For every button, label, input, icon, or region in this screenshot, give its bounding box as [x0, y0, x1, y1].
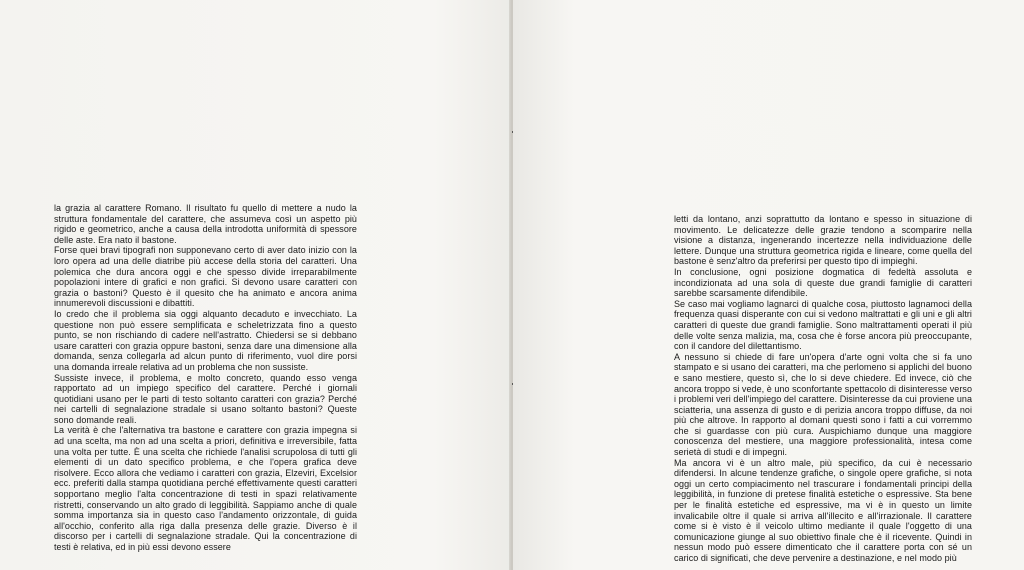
left-paragraph: Io credo che il problema sia oggi alquanto decaduto e invecchiato. La questione non può essere semplificata e scheletrizzata fino a questo punto, se non rischiando di cadere nell'astratto. Chiedersi se si debbano usare caratteri con grazia oppure bastoni, senza dare una dimensione alla domanda, senza collegarla ad alcun punto di riferimento, vuol dire porsi una domanda irreale relativa ad un problema che non sussiste.	[54, 308, 357, 372]
left-page	[0, 0, 511, 570]
left-paragraph: Forse quei bravi tipografi non supponevano certo di aver dato inizio con la loro opera ad una delle diatribe più accese della storia del caratteri. Una polemica che dura ancora oggi e che spesso divide irreparabilmente popolazioni intere di grafici e non grafici. Si devono usare caratteri con grazia o bastoni? Questo è il quesito che ha animato e ancora anima innumerevoli discussioni e dibattiti.	[54, 245, 357, 309]
right-paragraph: In conclusione, ogni posizione dogmatica di fedeltà assoluta e incondizionata ad una sola di queste due grandi famiglie di caratteri sarebbe scarsamente difendibile.	[674, 266, 972, 299]
right-paragraph: A nessuno si chiede di fare un'opera d'arte ogni volta che si fa uno stampato e si usano dei caratteri, ma che perlomeno si applichi del buono e sano mestiere, questo sì, che lo si deve chiedere. Ed invece, ciò che ancora troppo si vede, è uno sconfortante spettacolo di disinteresse verso i problemi veri dell'impiego del carattere. Disinteresse da cui proviene una sciatteria, una assenza di gusto e di perizia ancora troppo diffuse, da noi più che altrove. In rapporto al domani questi sono i fatti a cui vorremmo che si guardasse con più cura. Auspichiamo dunque una maggiore conoscenza del mestiere, una maggiore professionalità, intesa come serietà di studi e di impegni.	[674, 351, 972, 458]
right-paragraph: Se caso mai vogliamo lagnarci di qualche cosa, piuttosto lagnamoci della frequenza quasi disperante con cui si vedono maltrattati e gli uni e gli altri caratteri di queste due grandi famiglie. Sono maltrattamenti operati il più delle volte senza malizia, ma, cosa che è forse ancora più preoccupante, con il candore del dilettantismo.	[674, 298, 972, 352]
right-paragraph: letti da lontano, anzi soprattutto da lontano e spesso in situazione di movimento. Le delicatezze delle grazie tendono a scomparire nella visione a distanza, ingenerando incertezze nella individuazione delle lettere. Dunque una struttura geometrica rigida e lineare, come quella del bastone è senz'altro da preferirsi per questo tipo di impieghi.	[674, 214, 972, 267]
right-text-column	[674, 214, 972, 564]
left-paragraph: la grazia al carattere Romano. Il risultato fu quello di mettere a nudo la struttura fondamentale del carattere, che assumeva così un aspetto più rigido e geometrico, anche a causa della introdotta uniformità di spessore delle aste. Era nato il bastone.	[54, 203, 357, 245]
left-text-column	[54, 203, 357, 553]
left-paragraph: Sussiste invece, il problema, e molto concreto, quando esso venga rapportato ad un impiego specifico del carattere. Perché i giornali quotidiani usano per le parti di testo soltanto caratteri con grazia? Perché nei cartelli di segnalazione stradale si usano soltanto bastoni? Queste sono domande reali.	[54, 372, 357, 425]
left-paragraph: La verità è che l'alternativa tra bastone e carattere con grazia impegna si ad una scelta, ma non ad una scelta a priori, definitiva e irreversibile, fatta una volta per tutte. È una scelta che richiede l'analisi scrupolosa di tutti gli elementi di un dato specifico problema, e che l'opera grafica deve risolvere. Ecco allora che vediamo i caratteri con grazia, Elzeviri, Excelsior ecc. preferiti dalla stampa quotidiana perché effettivamente questi caratteri sopportano meglio l'alta concentrazione di testi in spazi relativamente ristretti, conservando un alto grado di leggibilità. Sappiamo anche di quale somma importanza sia in questo caso l'andamento orizzontale, di guida all'occhio, conferito alla riga dalla presenza delle grazie. Diverso è il discorso per i cartelli di segnalazione stradale. Qui la concentrazione di testi è relativa, ed in più essi devono essere	[54, 425, 357, 552]
right-paragraph: Ma ancora vi è un altro male, più specifico, da cui è necessario difendersi. In alcune tendenze grafiche, o singole opere grafiche, si nota oggi un certo compiacimento nel trascurare i fondamentali principi della leggibilità, in funzione di pretese finalità estetiche o espressive. Sta bene per le finalità estetiche ed espressive, ma vi è in questo un limite invalicabile oltre il quale si arriva all'illecito e all'irrazionale. Il carattere come si è visto è il veicolo ultimo mediante il quale l'oggetto di una comunicazione giunge al suo obiettivo finale che è il ricevente. Quindi in nessun modo può essere dimenticato che il carattere porta con sé un carico di significati, che deve pervenire a destinazione, e nel modo più	[674, 457, 972, 563]
